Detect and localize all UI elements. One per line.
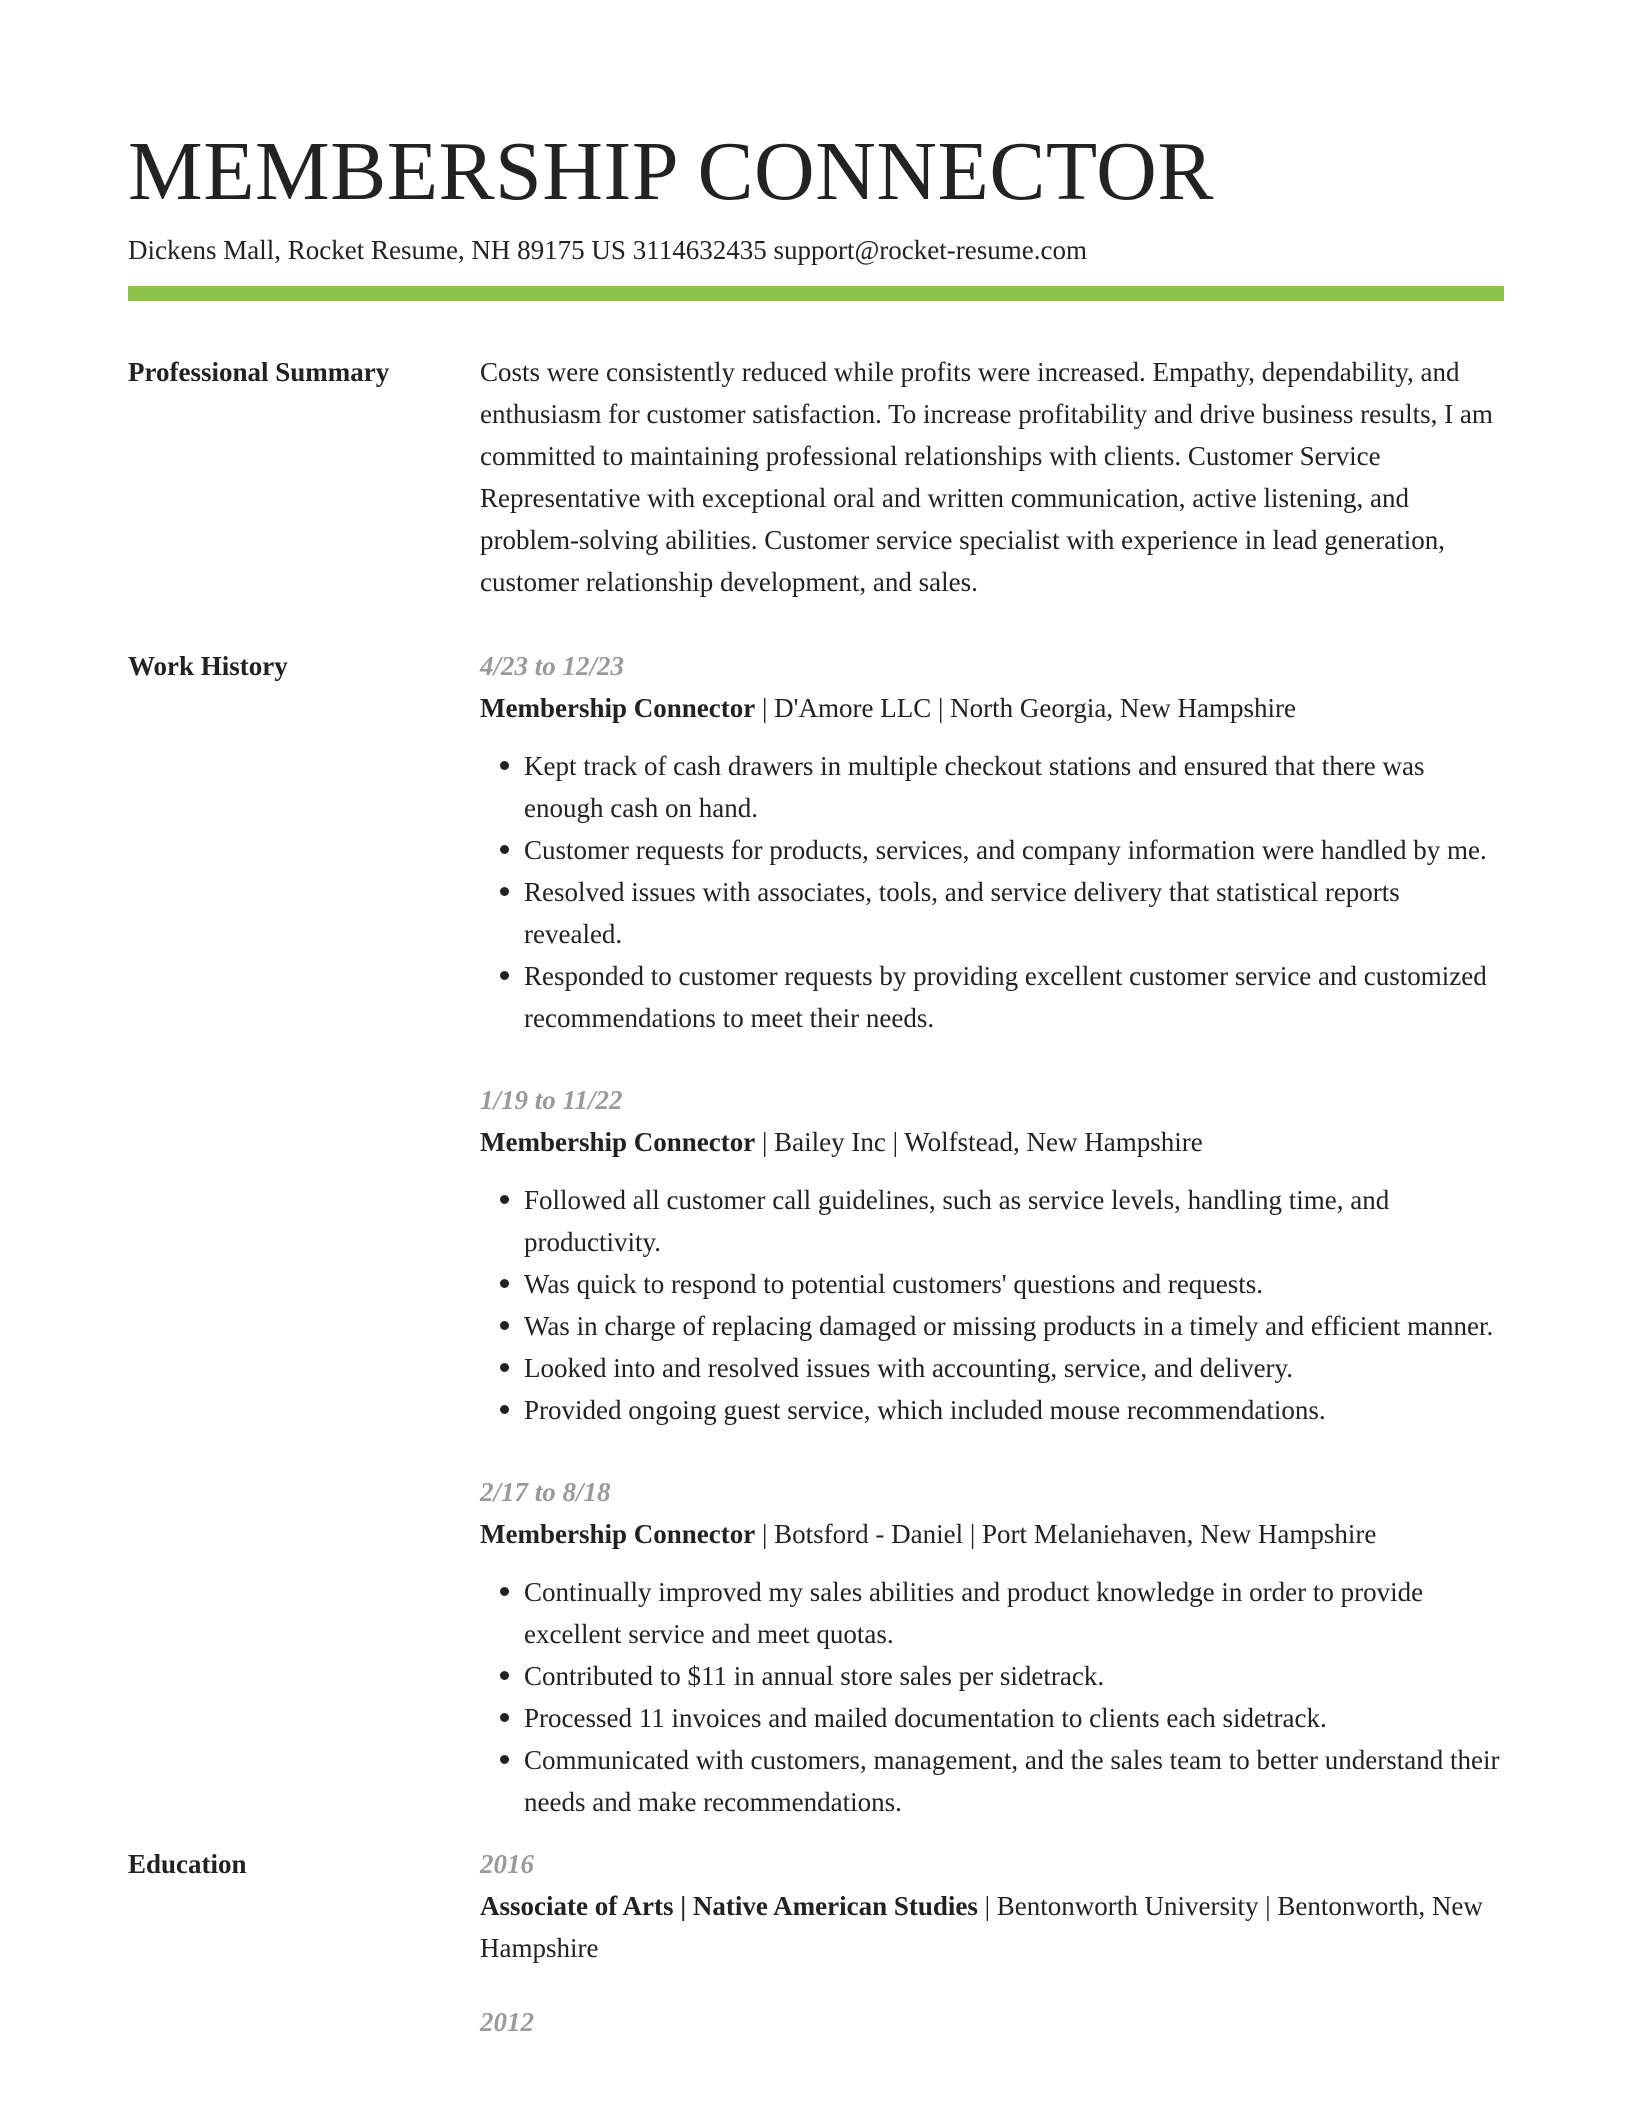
summary-body xyxy=(480,351,1504,603)
job-heading xyxy=(480,687,1504,729)
education-details: | Bentonworth University | Bentonworth, New Hampshire xyxy=(480,1891,1483,1963)
education-heading xyxy=(480,1885,1504,1969)
education-year: 2012 xyxy=(480,2007,534,2037)
job-bullet: Was quick to respond to potential customers' questions and requests. xyxy=(524,1263,1504,1305)
job-details: | Bailey Inc | Wolfstead, New Hampshire xyxy=(755,1127,1203,1157)
section-education xyxy=(128,1843,1504,2075)
resume-title: MEMBERSHIP CONNECTOR xyxy=(128,125,1214,218)
job-bullet: Customer requests for products, services, and company information were handled by me. xyxy=(524,829,1504,871)
job-bullets xyxy=(480,745,1504,1039)
job-bullet: Continually improved my sales abilities and product knowledge in order to provide excellent service and meet quotas. xyxy=(524,1571,1504,1655)
summary-text: Costs were consistently reduced while profits were increased. Empathy, dependability, and enthusiasm for customer satisfaction. To increase profitability and drive business results, I am committed to maintaining professional relationships with clients. Customer Service Representative with exceptional oral and written communication, active listening, and problem-solving abilities. Customer service specialist with experience in lead generation, customer relationship development, and sales. xyxy=(480,357,1493,597)
section-professional-summary xyxy=(128,351,1504,603)
job-bullet: Communicated with customers, management, and the sales team to better understand their needs and make recommendations. xyxy=(524,1739,1504,1823)
education-entry xyxy=(480,2001,1504,2043)
job-bullets xyxy=(480,1179,1504,1431)
job-bullet: Responded to customer requests by providing excellent customer service and customized recommendations to meet their needs. xyxy=(524,955,1504,1039)
job-role: Membership Connector xyxy=(480,1519,756,1549)
job-heading xyxy=(480,1121,1504,1163)
section-label-education: Education xyxy=(128,1849,247,1879)
job-entry xyxy=(480,1079,1504,1431)
job-entry xyxy=(480,645,1504,1039)
job-bullet: Looked into and resolved issues with accounting, service, and delivery. xyxy=(524,1347,1504,1389)
contact-line: Dickens Mall, Rocket Resume, NH 89175 US 3114632435 support@rocket-resume.com xyxy=(128,235,1087,265)
section-label-work: Work History xyxy=(128,651,288,681)
job-dates: 4/23 to 12/23 xyxy=(480,651,625,681)
header-divider xyxy=(128,286,1504,301)
job-details: | Botsford - Daniel | Port Melaniehaven, New Hampshire xyxy=(755,1519,1377,1549)
section-work-history xyxy=(128,645,1504,1823)
job-bullet: Kept track of cash drawers in multiple checkout stations and ensured that there was enough cash on hand. xyxy=(524,745,1504,829)
job-heading xyxy=(480,1513,1504,1555)
job-bullet: Was in charge of replacing damaged or missing products in a timely and efficient manner. xyxy=(524,1305,1504,1347)
education-year: 2016 xyxy=(480,1849,534,1879)
job-details: | D'Amore LLC | North Georgia, New Hampshire xyxy=(755,693,1297,723)
job-dates: 1/19 to 11/22 xyxy=(480,1085,623,1115)
section-label-summary: Professional Summary xyxy=(128,357,390,387)
job-bullet: Followed all customer call guidelines, such as service levels, handling time, and productivity. xyxy=(524,1179,1504,1263)
job-bullet: Resolved issues with associates, tools, and service delivery that statistical reports revealed. xyxy=(524,871,1504,955)
job-bullets xyxy=(480,1571,1504,1823)
work-body xyxy=(480,645,1504,1823)
job-dates: 2/17 to 8/18 xyxy=(480,1477,611,1507)
education-body xyxy=(480,1843,1504,2075)
job-bullet: Contributed to $11 in annual store sales per sidetrack. xyxy=(524,1655,1504,1697)
job-role: Membership Connector xyxy=(480,1127,756,1157)
education-entry xyxy=(480,1843,1504,1969)
job-bullet: Processed 11 invoices and mailed documentation to clients each sidetrack. xyxy=(524,1697,1504,1739)
job-bullet: Provided ongoing guest service, which included mouse recommendations. xyxy=(524,1389,1504,1431)
resume-sections xyxy=(128,351,1504,2075)
education-degree: Associate of Arts | Native American Studies xyxy=(480,1891,978,1921)
job-entry xyxy=(480,1471,1504,1823)
job-role: Membership Connector xyxy=(480,693,756,723)
